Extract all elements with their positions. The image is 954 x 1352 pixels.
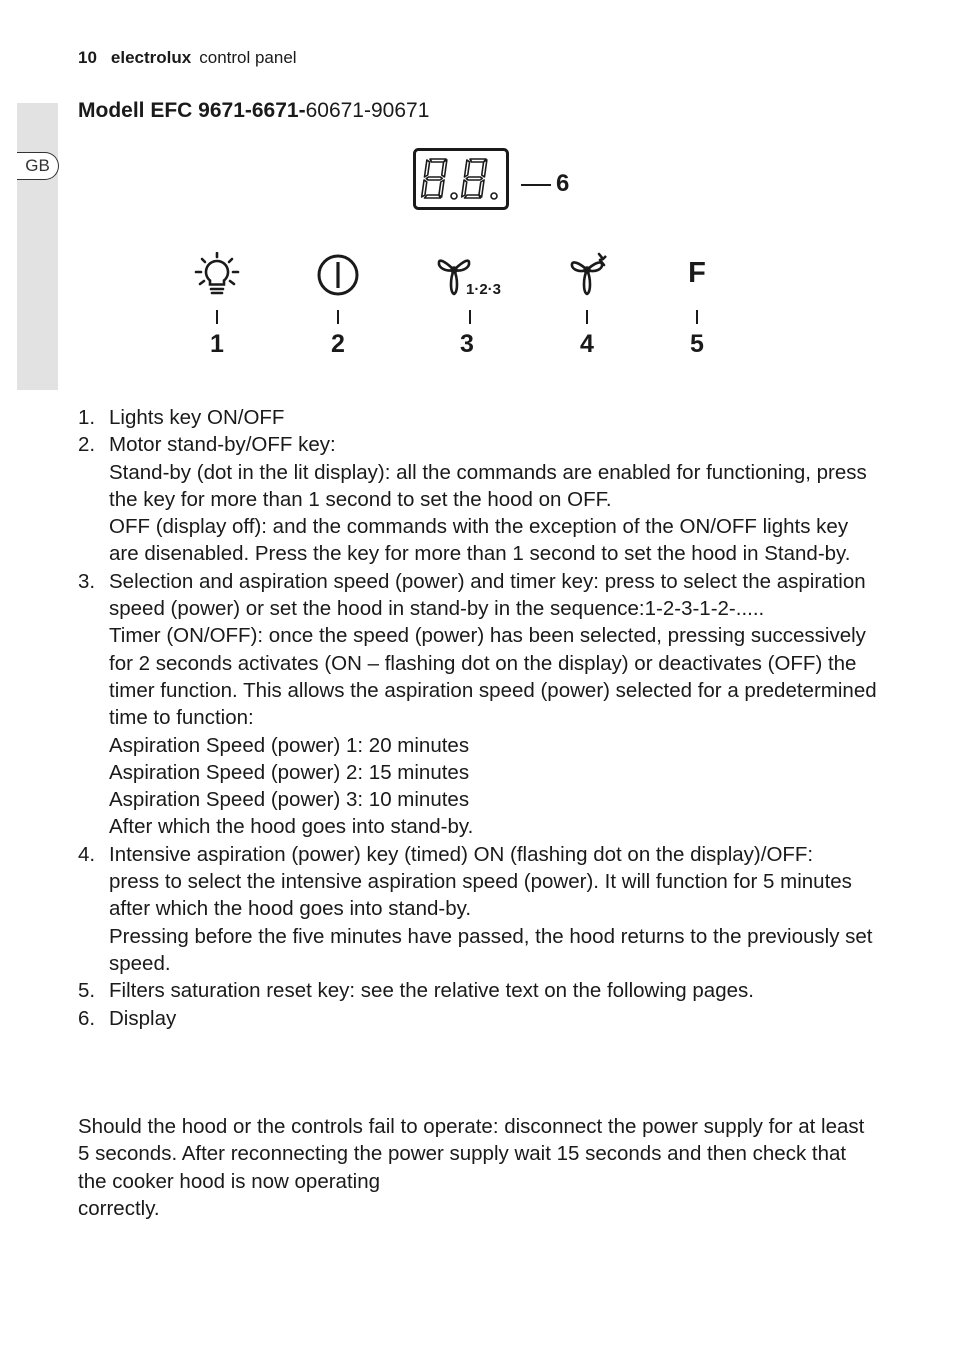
language-tab: GB: [17, 152, 59, 180]
item-label: Lights key ON/OFF: [109, 406, 285, 429]
light-bulb-icon: [192, 252, 242, 300]
speed-1-label: Aspiration Speed (power) 1:: [109, 733, 364, 757]
filter-reset-icon: [672, 252, 722, 300]
speed-3-label: Aspiration Speed (power) 3:: [109, 788, 364, 812]
display-callout: [521, 170, 569, 198]
speed-sequence: 1-2-3-1-2-.....: [644, 597, 765, 621]
key-descriptions: [78, 404, 878, 1032]
model-title-normal: 60671-90671: [305, 99, 430, 122]
fan-speed-icon: [434, 252, 506, 300]
speed-2-label: Aspiration Speed (power) 2:: [109, 760, 364, 784]
item-label: Filters saturation reset key:: [109, 979, 356, 1003]
display-callout-number: 6: [556, 170, 570, 197]
seven-segment-display-icon: [413, 148, 509, 210]
key-number: 2: [331, 330, 345, 358]
model-title: [78, 99, 429, 123]
filter-reset-key[interactable]: [657, 252, 737, 359]
brand-name: electrolux: [110, 48, 192, 67]
troubleshooting-paragraph: Should the hood or the controls fail to operate: disconnect the power supply for at least 5 seconds. After reconnecting the power supply wait 15 seconds and then check that the cooker hood is now operating correctly.: [78, 1115, 865, 1220]
key-number: 1: [210, 330, 224, 358]
item-label: Motor stand-by/OFF key:: [109, 433, 336, 457]
page-header: [78, 48, 297, 68]
filter-label: F: [688, 257, 706, 289]
item-label: Intensive aspiration (power) key (timed) ON: [109, 842, 505, 866]
standby-label: stand-by: [388, 897, 466, 921]
item-label: Display: [109, 1006, 177, 1030]
off-label: OFF: [109, 515, 150, 539]
list-item: 5. Filters saturation reset key: see the relative text on the following pages.: [78, 979, 754, 1003]
section-name: control panel: [199, 48, 297, 67]
off-label: /OFF:: [760, 842, 814, 866]
page-number: 10: [78, 48, 97, 67]
lights-key[interactable]: [177, 252, 257, 359]
intensive-fan-icon: [562, 252, 612, 300]
standby-label: Stand-by: [109, 460, 192, 484]
key-number: 5: [690, 330, 704, 358]
speed-timer-key[interactable]: [430, 252, 510, 359]
list-item: 1. Lights key ON/OFF: [78, 406, 285, 429]
motor-standby-key[interactable]: [298, 252, 378, 359]
list-item: 3. Selection and aspiration speed (power) and timer key: press to select the aspiration speed (power) or set the hood in stand-by in the sequence:1-2-3-1-2-..... Timer (ON/OFF): once the speed (power) has been selected, pressing successively for 2 seconds activates (ON – flashing dot on the display) or deactivates (OFF) the timer function. This allows the aspiration speed (power) selected for a predetermined time to function: Aspiration Speed (power) 1: 20 minutes Aspiration Speed (power) 2: 15 minutes Aspiration Speed (power) 3: 10 minutes After which the hood goes into stand-by.: [78, 569, 877, 839]
language-sidebar: [17, 103, 58, 390]
item-label: Selection and aspiration speed (power) and timer key:: [109, 569, 599, 593]
key-number: 4: [580, 330, 594, 358]
intensive-key[interactable]: [547, 252, 627, 359]
speed-label: 1·2·3: [466, 281, 502, 298]
list-item: 6. Display: [78, 1006, 177, 1030]
power-icon: [313, 252, 363, 300]
model-title-bold: Modell EFC 9671-6671-: [78, 99, 306, 122]
list-item: 2. Motor stand-by/OFF key: Stand-by (dot in the lit display): all the commands are enabled for functioning, press the key for more than 1 second to set the hood on OFF. OFF (display off): and the commands with the exception of the ON/OFF lights key are disenabled. Press the key for more than 1 second to set the hood in Stand-by.: [78, 433, 867, 566]
timer-label: Timer (ON/OFF):: [109, 624, 264, 648]
list-item: 4. Intensive aspiration (power) key (timed) ON (flashing dot on the display)/OFF: press to select the intensive aspiration speed (power). It will function for 5 minutes after which the hood goes into stand-by. Pressing before the five minutes have passed, the hood returns to the previously set speed.: [78, 842, 873, 975]
key-number: 3: [460, 330, 474, 358]
